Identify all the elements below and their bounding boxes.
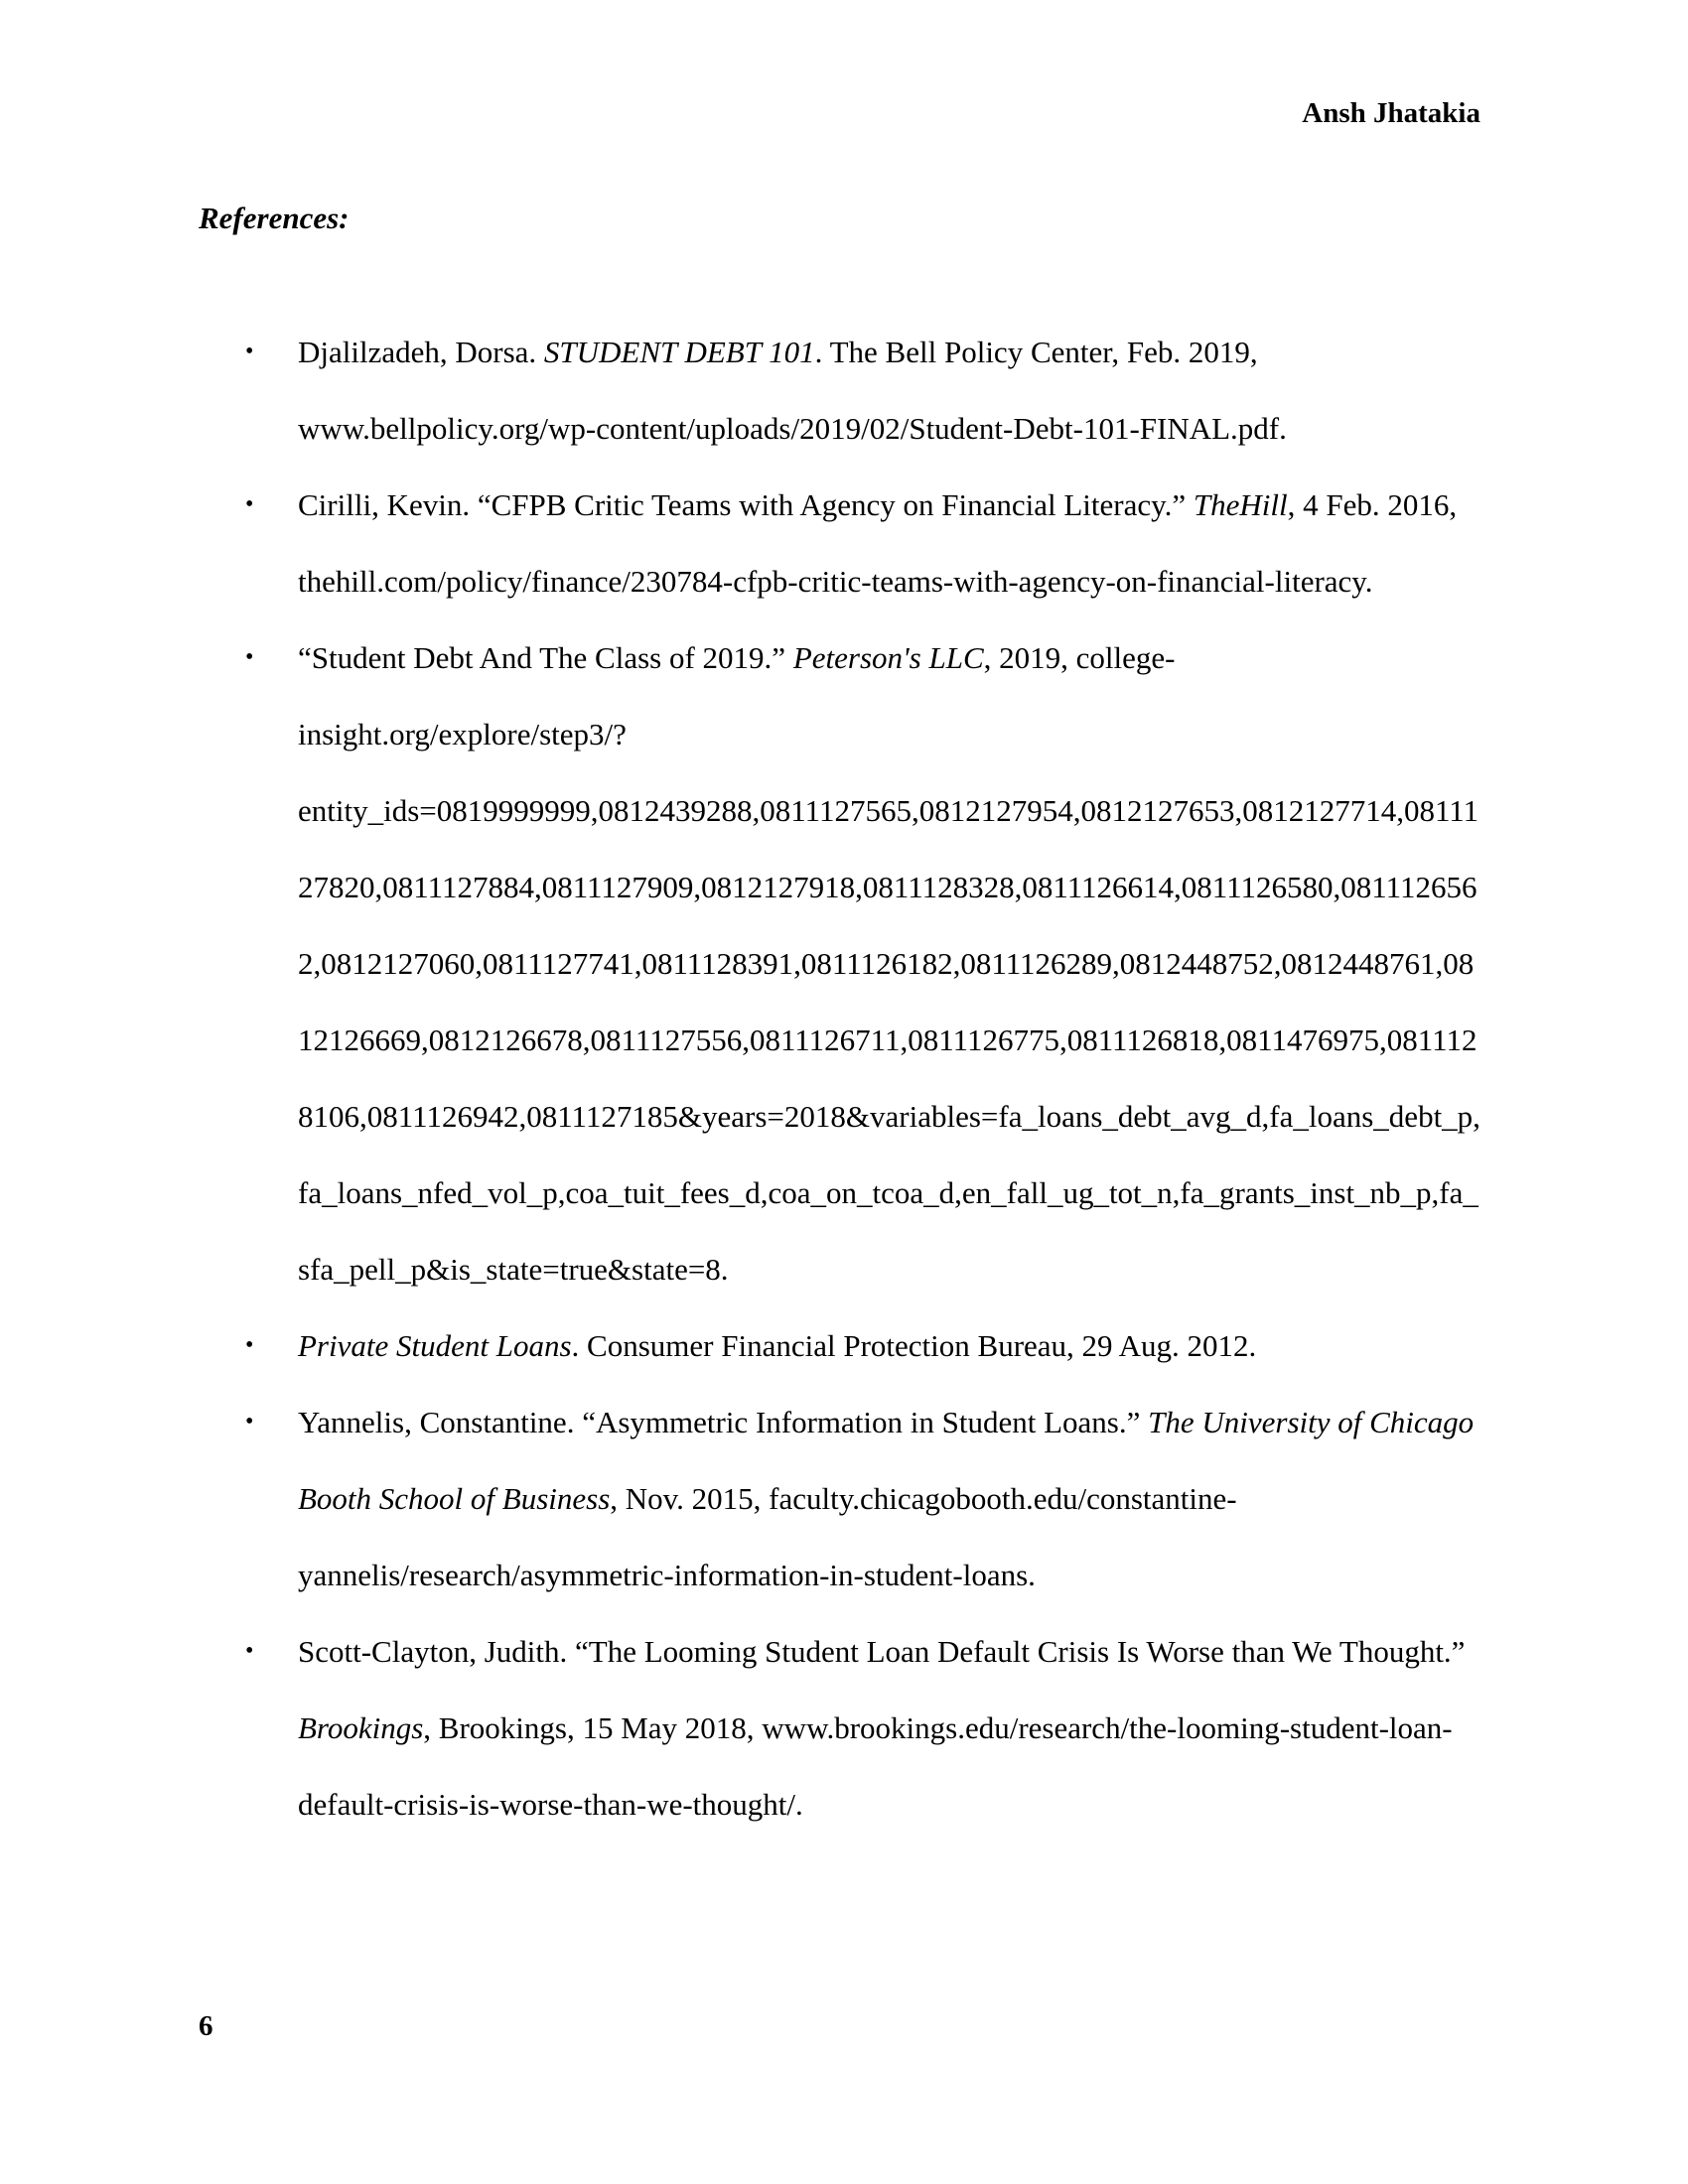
reference-item bbox=[0, 1307, 1485, 1384]
reference-item bbox=[0, 619, 1485, 1307]
bullet-icon: • bbox=[245, 1332, 254, 1358]
reference-text: , Nov. 2015, faculty.chicagobooth.edu/constantine-yannelis/research/asymmetric-information-in-student-loans. bbox=[298, 1481, 1237, 1592]
reference-text: Cirilli, Kevin. “CFPB Critic Teams with Agency on Financial Literacy.” bbox=[298, 487, 1194, 522]
reference-text: . Consumer Financial Protection Bureau, 29 Aug. 2012. bbox=[571, 1328, 1257, 1363]
reference-item bbox=[0, 1613, 1485, 1843]
bullet-icon: • bbox=[245, 644, 254, 670]
reference-text: . The Bell Policy Center, Feb. 2019, www.bellpolicy.org/wp-content/uploads/2019/02/Student-Debt-101-FINAL.pdf. bbox=[298, 335, 1287, 446]
reference-text: Djalilzadeh, Dorsa. bbox=[298, 335, 544, 369]
reference-source-title: The University of Chicago Booth School of Business bbox=[298, 1405, 1475, 1516]
reference-text: Scott-Clayton, Judith. “The Looming Student Loan Default Crisis Is Worse than We Thought.” bbox=[298, 1634, 1466, 1669]
page-number: 6 bbox=[199, 2010, 213, 2042]
references-list bbox=[0, 314, 1688, 1843]
bullet-icon: • bbox=[245, 1409, 254, 1434]
reference-text: , 2019, college-insight.org/explore/step3/?entity_ids=0819999999,0812439288,0811127565,0812127954,0812127653,0812127714,0811127820,0811127884,0811127909,0812127918,0811128328,0811126614,0811126580,0811126562,0812127060,0811127741,0811128391,0811126182,0811126289,0812448752,0812448761,0812126669,0812126678,0811127556,0811126711,0811126775,0811126818,0811476975,0811128106,0811126942,0811127185&years=2018&variables=fa_loans_debt_avg_d,fa_loans_debt_p,fa_loans_nfed_vol_p,coa_tuit_fees_d,coa_on_tcoa_d,en_fall_ug_tot_n,fa_grants_inst_nb_p,fa_sfa_pell_p&is_state=true&state=8. bbox=[298, 640, 1480, 1287]
reference-item bbox=[0, 314, 1485, 467]
reference-source-title: Peterson's LLC bbox=[792, 640, 984, 675]
reference-item bbox=[0, 1384, 1485, 1613]
bullet-icon: • bbox=[245, 1638, 254, 1664]
bullet-icon: • bbox=[245, 339, 254, 364]
reference-source-title: TheHill bbox=[1193, 487, 1288, 522]
author-name: Ansh Jhatakia bbox=[1302, 97, 1480, 129]
reference-source-title: STUDENT DEBT 101 bbox=[543, 335, 815, 369]
bullet-icon: • bbox=[245, 491, 254, 517]
reference-source-title: Brookings bbox=[298, 1710, 424, 1745]
reference-text: “Student Debt And The Class of 2019.” bbox=[298, 640, 793, 675]
reference-source-title: Private Student Loans bbox=[298, 1328, 572, 1363]
references-heading: References: bbox=[199, 201, 350, 235]
reference-text: , 4 Feb. 2016, thehill.com/policy/finance/230784-cfpb-critic-teams-with-agency-on-financial-literacy. bbox=[298, 487, 1458, 599]
reference-text: Yannelis, Constantine. “Asymmetric Information in Student Loans.” bbox=[298, 1405, 1149, 1439]
reference-item bbox=[0, 467, 1485, 619]
reference-text: , Brookings, 15 May 2018, www.brookings.edu/research/the-looming-student-loan-default-crisis-is-worse-than-we-thought/. bbox=[298, 1710, 1453, 1822]
